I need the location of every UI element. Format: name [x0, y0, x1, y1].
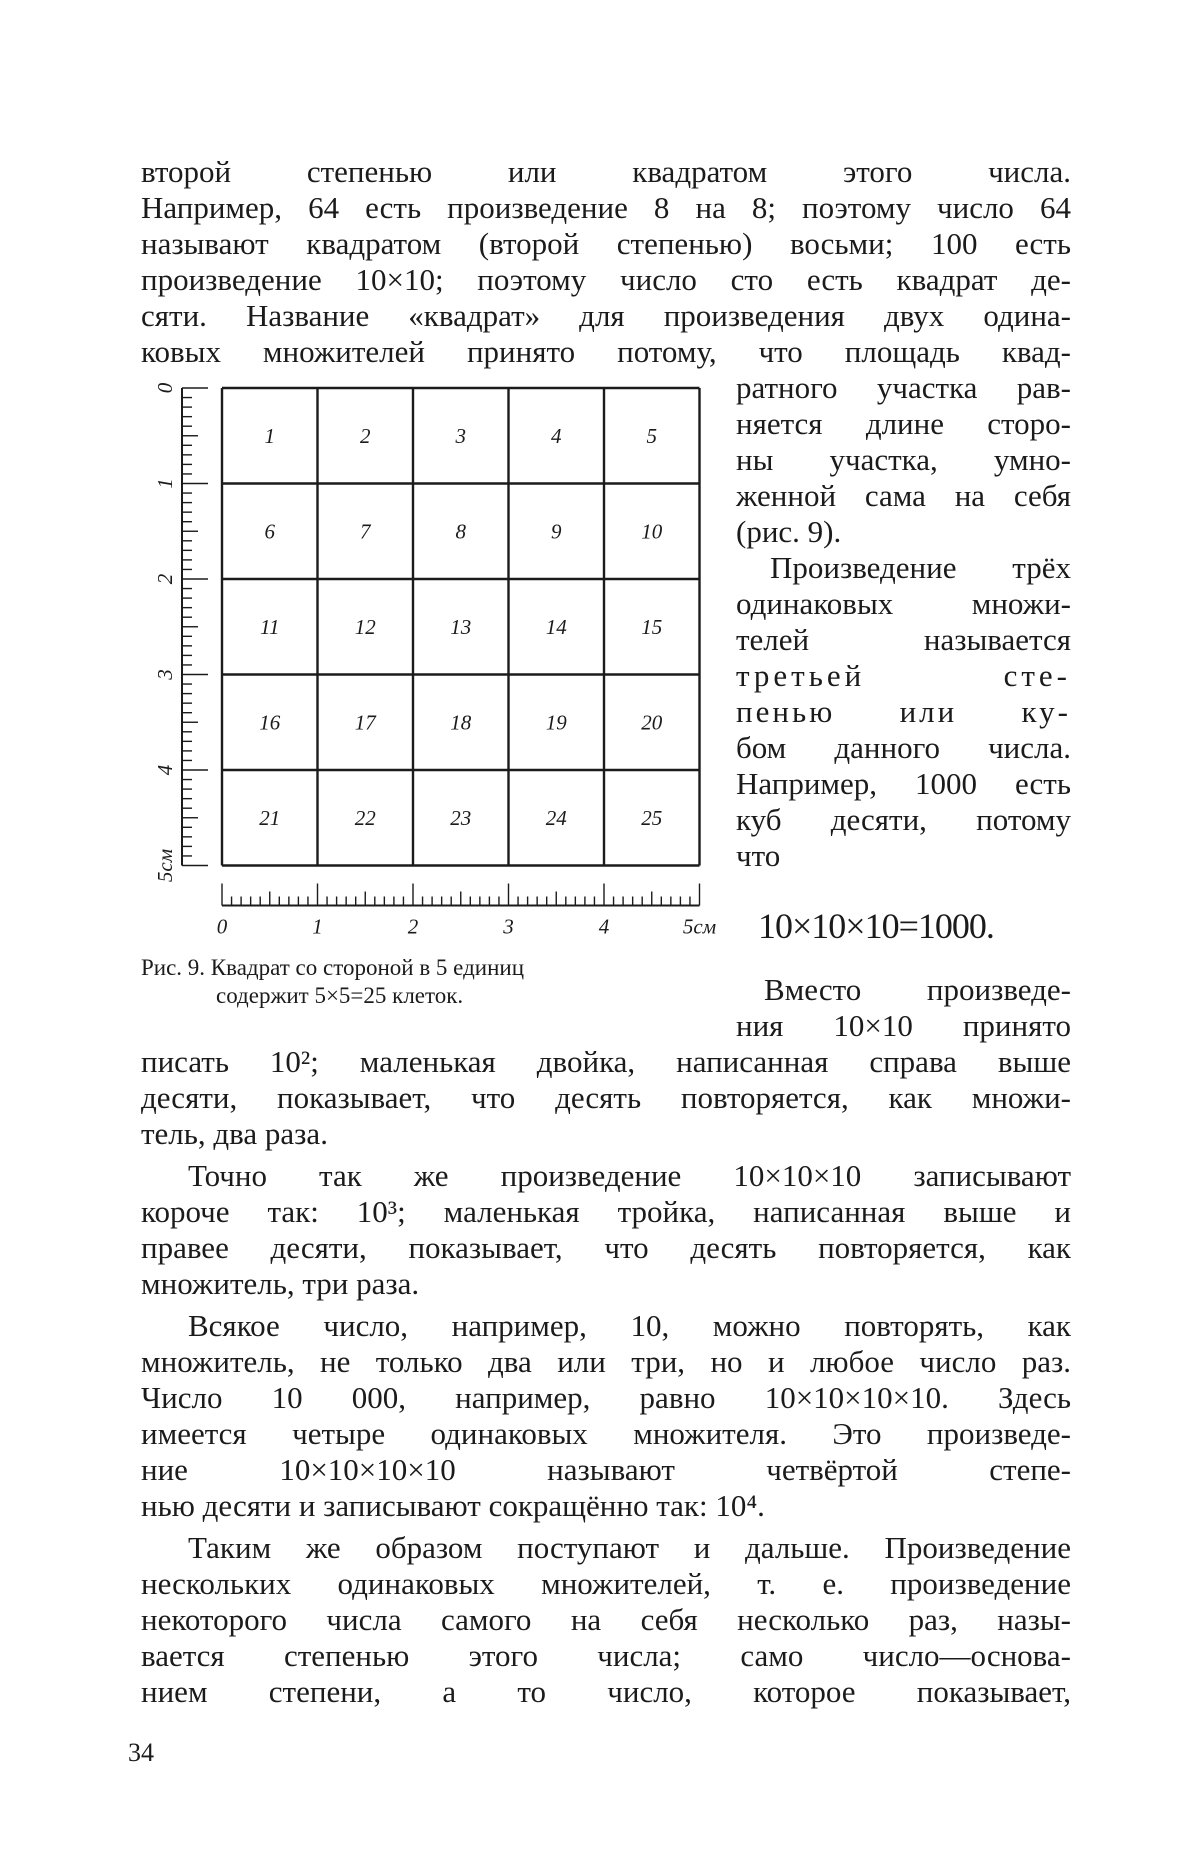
cell-number: 5	[647, 424, 658, 448]
y-axis-labels	[153, 382, 177, 882]
cell-number: 1	[265, 424, 276, 448]
text-line: Всякое число, например, 10, можно повторять, как	[188, 1308, 1071, 1344]
text-line: одинаковых множи-	[736, 586, 1071, 622]
text-line: правее десяти, показывает, что десять повторяется, как	[141, 1230, 1071, 1266]
figure-caption: Рис. 9. Квадрат со стороной в 5 единиц	[141, 954, 524, 982]
text-line: Вместо произведе-	[764, 972, 1071, 1008]
cell-number: 24	[546, 806, 568, 830]
text-line: няется длине сторо-	[736, 406, 1071, 442]
cell-number: 7	[360, 519, 372, 543]
x-axis-label: 0	[217, 915, 228, 939]
text-line: произведение 10×10; поэтому число сто есть квадрат де-	[141, 262, 1071, 298]
cell-number: 17	[355, 710, 378, 734]
y-axis-label: 3	[153, 669, 177, 681]
text-line: нескольких одинаковых множителей, т. е. произведение	[141, 1566, 1071, 1602]
text-line: Произведение трёх	[770, 550, 1071, 586]
text-line: Число 10 000, например, равно 10×10×10×10. Здесь	[141, 1380, 1071, 1416]
text-line: некоторого числа самого на себя несколько раз, назы-	[141, 1602, 1071, 1638]
text-line: бом данного числа.	[736, 730, 1071, 766]
cell-number: 6	[265, 519, 276, 543]
cell-number: 8	[456, 519, 467, 543]
text-line: имеется четыре одинаковых множителя. Это произведе-	[141, 1416, 1071, 1452]
text-line: Таким же образом поступают и дальше. Произведение	[188, 1530, 1071, 1566]
y-axis-label: 2	[153, 573, 177, 584]
cell-number: 11	[260, 615, 279, 639]
text-line: женной сама на себя	[736, 478, 1071, 514]
text-line: короче так: 10³; маленькая тройка, написанная выше и	[141, 1194, 1071, 1230]
page-number: 34	[128, 1738, 154, 1768]
y-axis-label: 0	[153, 382, 177, 393]
x-axis-label: 3	[502, 915, 514, 939]
text-line: что	[736, 838, 1071, 874]
cell-number: 15	[641, 615, 662, 639]
y-axis-label: 4	[153, 764, 177, 775]
square-grid-figure	[148, 370, 708, 950]
text-line: тель, два раза.	[141, 1116, 1071, 1152]
text-line: пенью или ку-	[736, 694, 1071, 730]
formula: 10×10×10=1000.	[758, 906, 994, 946]
cell-number: 19	[546, 710, 568, 734]
text-line: вается степенью этого числа; само число—основа-	[141, 1638, 1071, 1674]
text-line: ния 10×10 принято	[736, 1008, 1071, 1044]
text-line: второй степенью или квадратом этого числа.	[141, 154, 1071, 190]
y-axis-label: 5см	[153, 849, 177, 882]
text-line: сяти. Название «квадрат» для произведения двух одина-	[141, 298, 1071, 334]
text-line: нью десяти и записывают сокращённо так: 10⁴.	[141, 1488, 1071, 1524]
cell-number: 10	[641, 519, 663, 543]
text-line: множитель, три раза.	[141, 1266, 1071, 1302]
x-axis-labels	[217, 915, 716, 939]
text-line: Точно так же произведение 10×10×10 записывают	[188, 1158, 1071, 1194]
x-axis-label: 1	[312, 915, 323, 939]
text-line: третьей сте-	[736, 658, 1071, 694]
text-line: ние 10×10×10×10 называют четвёртой степе-	[141, 1452, 1071, 1488]
cell-number: 3	[455, 424, 467, 448]
text-line: ны участка, умно-	[736, 442, 1071, 478]
text-line: ковых множителей принято потому, что площадь квад-	[141, 334, 1071, 370]
text-line: (рис. 9).	[736, 514, 1071, 550]
cell-number: 23	[450, 806, 471, 830]
cell-number: 14	[546, 615, 568, 639]
vertical-ruler	[182, 388, 208, 866]
text-line: писать 10²; маленькая двойка, написанная справа выше	[141, 1044, 1071, 1080]
cell-number: 18	[450, 710, 472, 734]
cell-number: 25	[641, 806, 662, 830]
text-line: нием степени, а то число, которое показывает,	[141, 1674, 1071, 1710]
horizontal-ruler	[222, 884, 700, 906]
figure-caption: содержит 5×5=25 клеток.	[216, 982, 463, 1010]
text-line: телей называется	[736, 622, 1071, 658]
cell-number: 12	[355, 615, 377, 639]
x-axis-label: 5см	[683, 915, 716, 939]
x-axis-label: 4	[599, 915, 610, 939]
cell-number: 2	[360, 424, 371, 448]
cell-number: 16	[259, 710, 281, 734]
text-line: десяти, показывает, что десять повторяется, как множи-	[141, 1080, 1071, 1116]
y-axis-label: 1	[153, 478, 177, 489]
text-line: куб десяти, потому	[736, 802, 1071, 838]
cell-number: 21	[259, 806, 280, 830]
x-axis-label: 2	[408, 915, 419, 939]
text-line: Например, 1000 есть	[736, 766, 1071, 802]
text-line: множитель, не только два или три, но и любое число раз.	[141, 1344, 1071, 1380]
book-page	[0, 0, 1200, 1876]
cell-number: 22	[355, 806, 377, 830]
cell-number: 20	[641, 710, 663, 734]
cell-number: 9	[551, 519, 562, 543]
text-line: называют квадратом (второй степенью) восьми; 100 есть	[141, 226, 1071, 262]
cell-number: 4	[551, 424, 562, 448]
cell-number: 13	[450, 615, 471, 639]
text-line: Например, 64 есть произведение 8 на 8; поэтому число 64	[141, 190, 1071, 226]
text-line: ратного участка рав-	[736, 370, 1071, 406]
